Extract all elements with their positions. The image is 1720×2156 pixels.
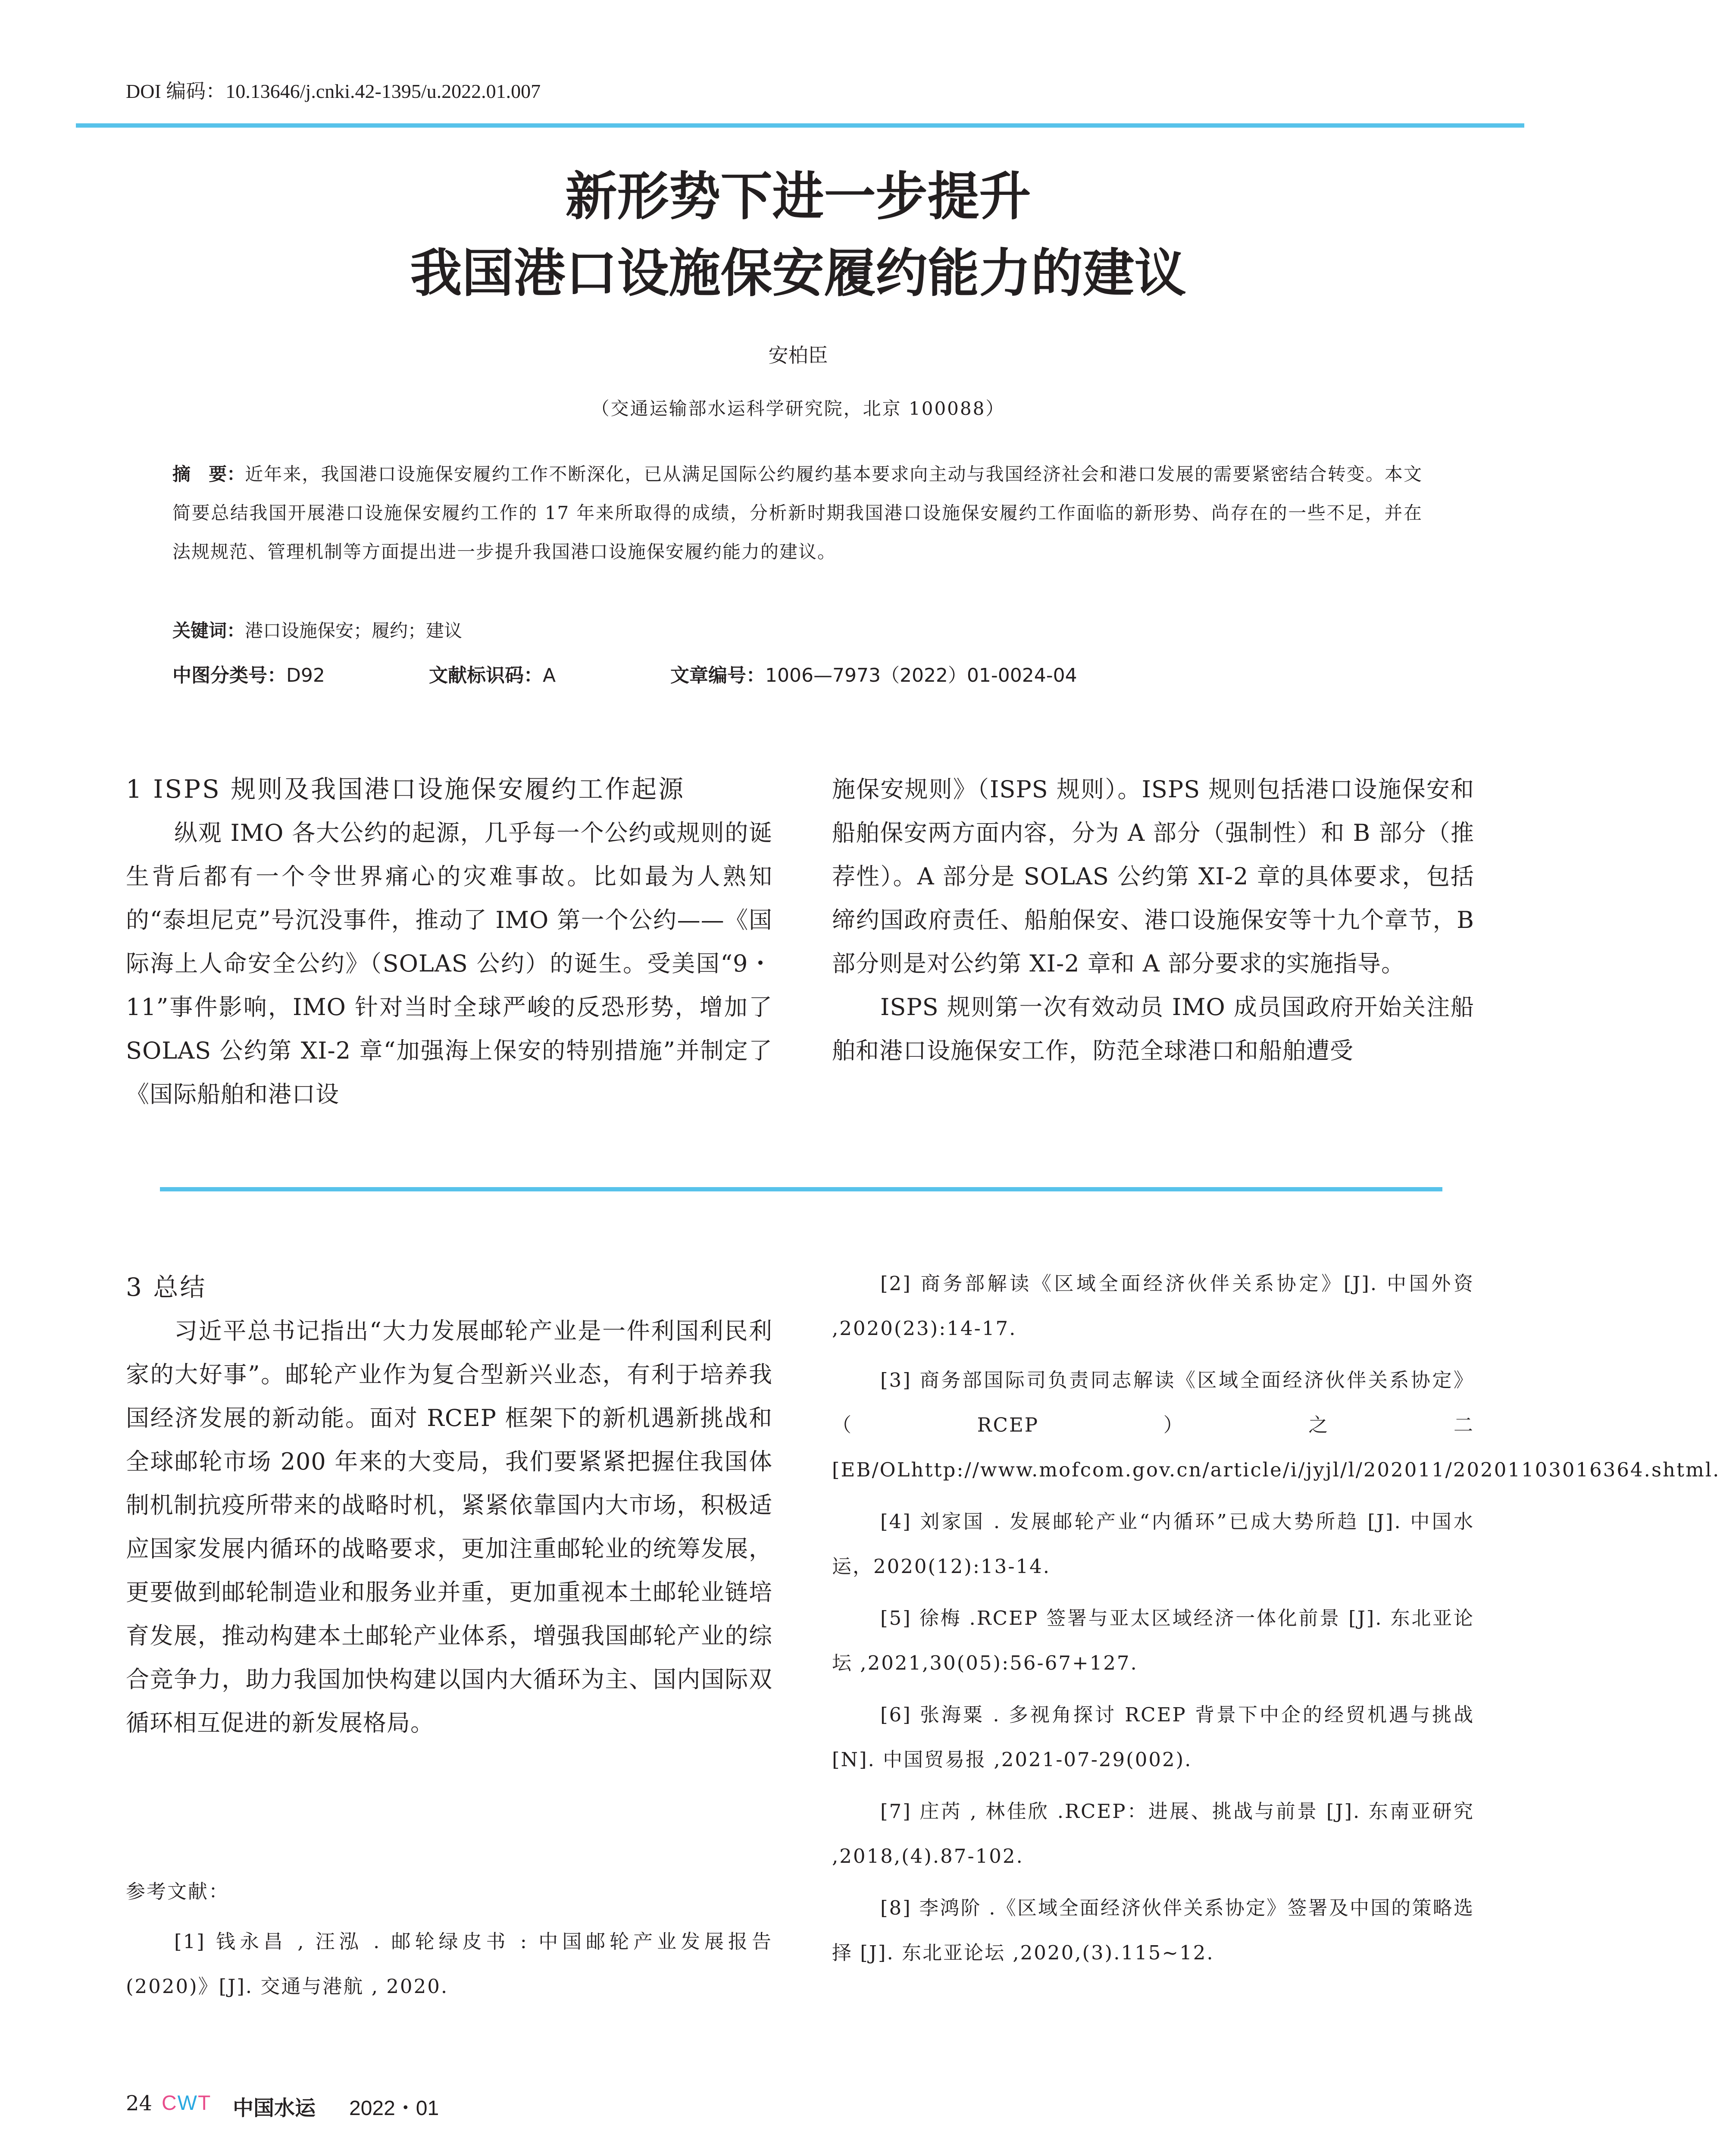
doc-code: [429, 660, 556, 687]
section-divider-rule: [160, 1187, 1442, 1191]
section3-heading: 3 总结: [126, 1272, 207, 1302]
author: 安柏臣: [768, 344, 828, 367]
header-rule: [76, 123, 1524, 128]
keywords-label: 关键词：: [172, 620, 245, 641]
section3-left-column: [126, 1266, 772, 1745]
section1-heading: 1 ISPS 规则及我国港口设施保安履约工作起源: [126, 774, 685, 804]
section1-right-column: [832, 768, 1474, 1072]
abstract: [172, 455, 1423, 571]
doc-code-value: A: [543, 664, 556, 686]
section1-paragraph-1: 纵观 IMO 各大公约的起源，几乎每一个公约或规则的诞生背后都有一个令世界痛心的灾难事故。比如最为人熟知的“泰坦尼克”号沉没事件，推动了 IMO 第一个公约——《国际海上人命安全公约》（SOLAS 公约）的诞生。受美国“9・11”事件影响，IMO 针对当时全球严峻的反恐形势，增加了 SOLAS 公约第 XI-2 章“加强海上保安的特别措施”并制定了《国际船舶和港口设: [126, 819, 772, 1108]
reference-item: [7] 庄芮 , 林佳欣 .RCEP：进展、挑战与前景 [J]. 东南亚研究 ,2018,(4).87-102.: [832, 1800, 1474, 1868]
doc-code-label: 文献标识码：: [429, 664, 543, 686]
logo-letter-t: T: [197, 2092, 212, 2115]
article-no-label: 文章编号：: [670, 664, 765, 686]
reference-item: [8] 李鸿阶 .《区域全面经济伙伴关系协定》签署及中国的策略选择 [J]. 东北亚论坛 ,2020,(3).115~12.: [832, 1896, 1474, 1964]
logo-letter-w: W: [177, 2092, 198, 2115]
page-number: 24: [126, 2091, 153, 2115]
affiliation: （交通运输部水运科学研究院，北京 100088）: [591, 398, 1005, 419]
section1-left-column: [126, 768, 772, 1116]
references-right: [832, 1261, 1720, 1982]
article-no-value: 1006—7973（2022）01-0024-04: [765, 664, 1077, 686]
clc-number: [172, 660, 325, 687]
logo-letter-c: C: [162, 2092, 178, 2115]
journal-name: 中国水运: [233, 2096, 316, 2120]
reference-item: [6] 张海粟 . 多视角探讨 RCEP 背景下中企的经贸机遇与挑战 [N]. 中国贸易报 ,2021-07-29(002).: [832, 1703, 1474, 1771]
reference-item: [1] 钱永昌 , 汪泓 . 邮轮绿皮书 : 中国邮轮产业发展报告 (2020)》[J]. 交通与港航 , 2020.: [126, 1930, 772, 1998]
section3-paragraph-1: 习近平总书记指出“大力发展邮轮产业是一件利国利民利家的大好事”。邮轮产业作为复合型新兴业态，有利于培养我国经济发展的新动能。面对 RCEP 框架下的新机遇新挑战和全球邮轮市场 200 年来的大变局，我们要紧紧把握住我国体制机制抗疫所带来的战略时机，紧紧依靠国内大市场，积极适应国家发展内循环的战略要求，更加注重邮轮业的统筹发展，更要做到邮轮制造业和服务业并重，更加重视本土邮轮业链培育发展，推动构建本土邮轮产业体系，增强我国邮轮产业的综合竞争力，助力我国加快构建以国内大循环为主、国内国际双循环相互促进的新发展格局。: [126, 1317, 772, 1736]
journal-logo: [162, 2091, 211, 2115]
doi-line: DOI 编码：10.13646/j.cnki.42-1395/u.2022.01.007: [126, 80, 541, 102]
keywords-text: 港口设施保安；履约；建议: [245, 620, 463, 641]
clc-value: D92: [286, 664, 325, 686]
abstract-label: 摘 要：: [172, 464, 245, 485]
title-line-1: 新形势下进一步提升: [565, 166, 1031, 227]
reference-item: [5] 徐梅 .RCEP 签署与亚太区域经济一体化前景 [J]. 东北亚论坛 ,2021,30(05):56-67+127.: [832, 1607, 1474, 1674]
reference-item: [3] 商务部国际司负责同志解读《区域全面经济伙伴关系协定》（RCEP）之二 [EB/OLhttp://www.mofcom.gov.cn/article/i/jyjl/l/202011/20201103016364.shtml.: [832, 1369, 1720, 1481]
reference-item: [2] 商务部解读《区域全面经济伙伴关系协定》[J]. 中国外资 ,2020(23):14-17.: [832, 1272, 1474, 1340]
references-heading: 参考文献：: [126, 1880, 230, 1903]
issue-number: 2022・01: [349, 2097, 439, 2120]
section1-paragraph-2: ISPS 规则第一次有效动员 IMO 成员国政府开始关注船舶和港口设施保安工作，防范全球港口和船舶遭受: [832, 993, 1474, 1064]
title-line-2: 我国港口设施保安履约能力的建议: [410, 243, 1186, 304]
references-left: [126, 1869, 772, 2016]
abstract-text: 近年来，我国港口设施保安履约工作不断深化，已从满足国际公约履约基本要求向主动与我国经济社会和港口发展的需要紧密结合转变。本文简要总结我国开展港口设施保安履约工作的 17 年来所取得的成绩，分析新时期我国港口设施保安履约工作面临的新形势、尚存在的一些不足，并在法规规范、管理机制等方面提出进一步提升我国港口设施保安履约能力的建议。: [172, 464, 1423, 562]
clc-label: 中图分类号：: [172, 664, 286, 686]
section1-paragraph-1-continued: 施保安规则》（ISPS 规则）。ISPS 规则包括港口设施保安和船舶保安两方面内容，分为 A 部分（强制性）和 B 部分（推荐性）。A 部分是 SOLAS 公约第 XI-2 章的具体要求，包括缔约国政府责任、船舶保安、港口设施保安等十九个章节，B 部分则是对公约第 XI-2 章和 A 部分要求的实施指导。: [832, 776, 1474, 977]
keywords: [172, 617, 462, 642]
reference-item: [4] 刘家国 . 发展邮轮产业“内循环”已成大势所趋 [J]. 中国水运，2020(12):13-14.: [832, 1510, 1474, 1578]
article-number: [670, 660, 1077, 687]
